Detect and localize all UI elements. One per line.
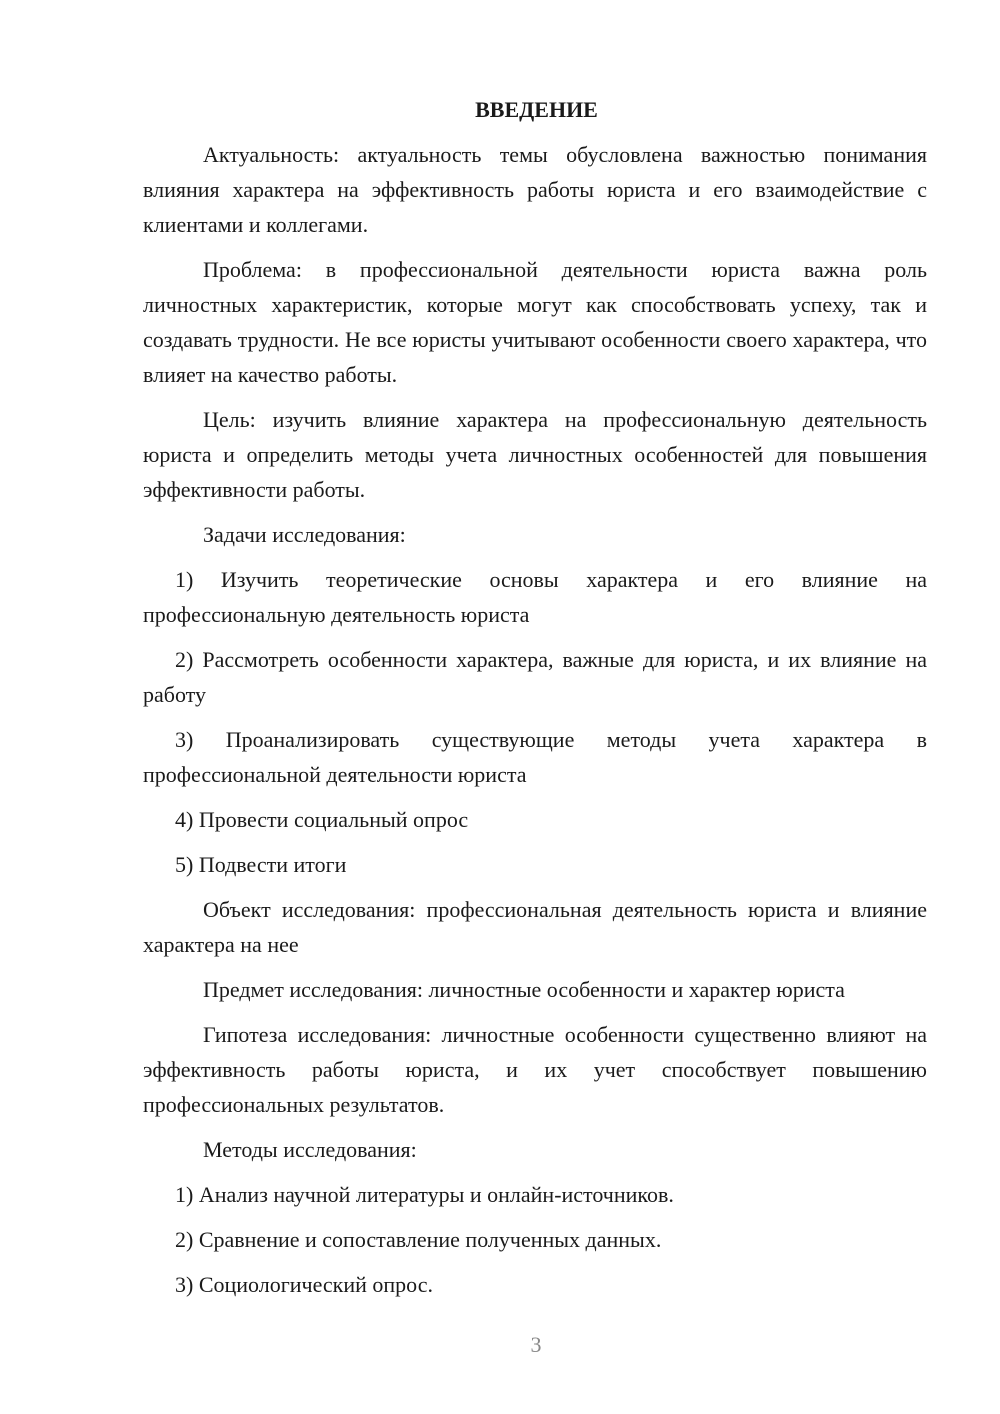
methods-list <box>143 1177 927 1302</box>
method-item: 2) Сравнение и сопоставление полученных данных. <box>175 1227 662 1252</box>
relevance-paragraph: Актуальность: актуальность темы обусловлена важностью понимания влияния характера на эффективность работы юриста и его взаимодействие с клиентами и коллегами. <box>143 142 927 237</box>
hypothesis-paragraph: Гипотеза исследования: личностные особенности существенно влияют на эффективность работы юриста, и их учет способствует повышению профессиональных результатов. <box>143 1022 927 1117</box>
page-number: 3 <box>530 1332 542 1357</box>
task-item: 3) Проанализировать существующие методы учета характера в профессиональной деятельности юриста <box>143 727 927 787</box>
subject-paragraph: Предмет исследования: личностные особенности и характер юриста <box>203 977 845 1002</box>
methods-heading: Методы исследования: <box>203 1137 417 1162</box>
task-item: 1) Изучить теоретические основы характера и его влияние на профессиональную деятельность юриста <box>143 567 927 627</box>
goal-paragraph: Цель: изучить влияние характера на профессиональную деятельность юриста и определить методы учета личностных особенностей для повышения эффективности работы. <box>143 407 927 502</box>
tasks-heading: Задачи исследования: <box>203 522 406 547</box>
method-item: 1) Анализ научной литературы и онлайн-источников. <box>175 1182 674 1207</box>
tasks-list <box>143 562 927 882</box>
object-paragraph: Объект исследования: профессиональная деятельность юриста и влияние характера на нее <box>143 897 927 957</box>
task-item: 5) Подвести итоги <box>175 852 347 877</box>
document-page <box>143 92 927 1312</box>
method-item: 3) Социологический опрос. <box>175 1272 433 1297</box>
task-item: 4) Провести социальный опрос <box>175 807 469 832</box>
problem-paragraph: Проблема: в профессиональной деятельности юриста важна роль личностных характеристик, которые могут как способствовать успеху, так и создавать трудности. Не все юристы учитывают особенности своего характера, что влияет на качество работы. <box>143 257 927 387</box>
page-title: ВВЕДЕНИЕ <box>475 97 598 122</box>
task-item: 2) Рассмотреть особенности характера, важные для юриста, и их влияние на работу <box>143 647 927 707</box>
